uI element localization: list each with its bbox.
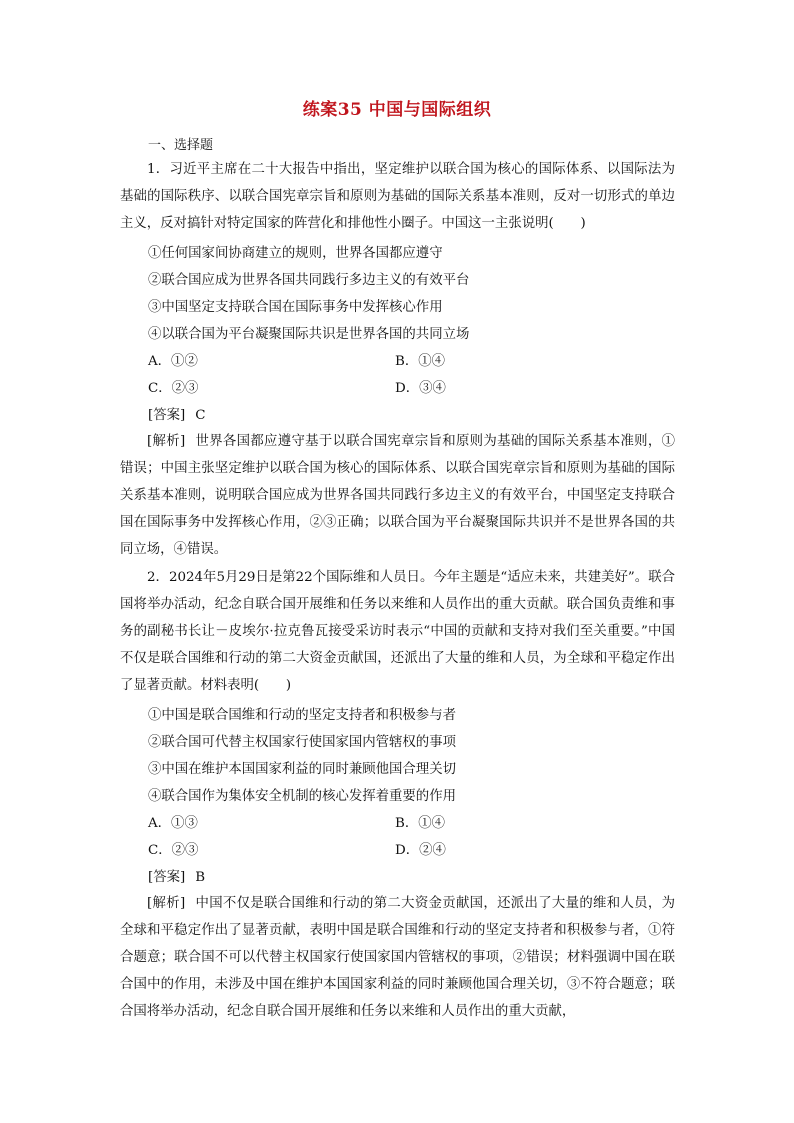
question-1-option-b: B．①④	[395, 354, 446, 369]
question-2-option-c: C．②③	[148, 843, 199, 858]
question-1-stem: 1．习近平主席在二十大报告中指出，坚定维护以联合国为核心的国际体系、以国际法为基础的国际秩序、以联合国宪章宗旨和原则为基础的国际关系基本准则，反对一切形式的单边主义，反对搞针对特定国家的阵营化和排他性小圈子。中国这一主张说明( )	[120, 162, 675, 231]
analysis-text: 世界各国都应遵守基于以联合国宪章宗旨和原则为基础的国际关系基本准则，①错误；中国主张坚定维护以联合国为核心的国际体系、以联合国宪章宗旨和原则为基础的国际关系基本准则，说明联合国应成为世界各国共同践行多边主义的有效平台，中国坚定支持联合国在国际事务中发挥核心作用，②③正确；以联合国为平台凝聚国际共识并不是世界各国的共同立场，④错误。	[120, 434, 675, 557]
question-1-analysis	[120, 428, 675, 563]
analysis-label: [解析]	[147, 896, 186, 911]
question-1-option-a: A．①②	[148, 354, 198, 369]
question-2-option-a: A．①③	[148, 816, 198, 831]
question-1-item-3: ③中国坚定支持联合国在国际事务中发挥核心作用	[148, 300, 443, 315]
question-2-item-2: ②联合国可代替主权国家行使国家国内管辖权的事项	[148, 735, 456, 750]
question-2-item-4: ④联合国作为集体安全机制的核心发挥着重要的作用	[148, 789, 456, 804]
answer-value: B	[195, 870, 206, 885]
question-2-item-3: ③中国在维护本国国家利益的同时兼顾他国合理关切	[148, 762, 456, 777]
answer-label: [答案]	[148, 408, 186, 423]
question-2-stem: 2．2024年5月29日是第22个国际维和人员日。今年主题是“适应未来，共建美好”。联合国将举办活动，纪念自联合国开展维和任务以来维和人员作出的重大贡献。联合国负责维和事务的副秘书长让－皮埃尔·拉克鲁瓦接受采访时表示“中国的贡献和支持对我们至关重要。”中国不仅是联合国维和行动的第二大资金贡献国，还派出了大量的维和人员，为全球和平稳定作出了显著贡献。材料表明( )	[120, 570, 675, 693]
page-title: 练案35 中国与国际组织	[302, 100, 492, 120]
question-2-option-b: B．①④	[395, 816, 446, 831]
answer-value: C	[195, 408, 206, 423]
question-1-item-4: ④以联合国为平台凝聚国际共识是世界各国的共同立场	[148, 327, 470, 342]
question-1-option-d: D．③④	[395, 381, 446, 396]
question-2-option-d: D．②④	[395, 843, 446, 858]
section-heading: 一、选择题	[148, 138, 214, 153]
question-1-option-c: C．②③	[148, 381, 199, 396]
question-1-item-2: ②联合国应成为世界各国共同践行多边主义的有效平台	[148, 273, 470, 288]
question-2-answer	[148, 866, 205, 885]
answer-label: [答案]	[148, 870, 186, 885]
question-1-item-1: ①任何国家间协商建立的规则，世界各国都应遵守	[148, 246, 443, 261]
question-1-answer	[148, 404, 205, 423]
question-2-item-1: ①中国是联合国维和行动的坚定支持者和积极参与者	[148, 708, 456, 723]
analysis-text: 中国不仅是联合国维和行动的第二大资金贡献国，还派出了大量的维和人员，为全球和平稳定作出了显著贡献，表明中国是联合国维和行动的坚定支持者和积极参与者，①符合题意；联合国不可以代替主权国家行使国家国内管辖权的事项，②错误；材料强调中国在联合国中的作用，未涉及中国在维护本国国家利益的同时兼顾他国合理关切，③不符合题意；联合国将举办活动，纪念自联合国开展维和任务以来维和人员作出的重大贡献，	[120, 896, 675, 1019]
question-2-analysis	[120, 890, 675, 1025]
analysis-label: [解析]	[147, 434, 186, 449]
